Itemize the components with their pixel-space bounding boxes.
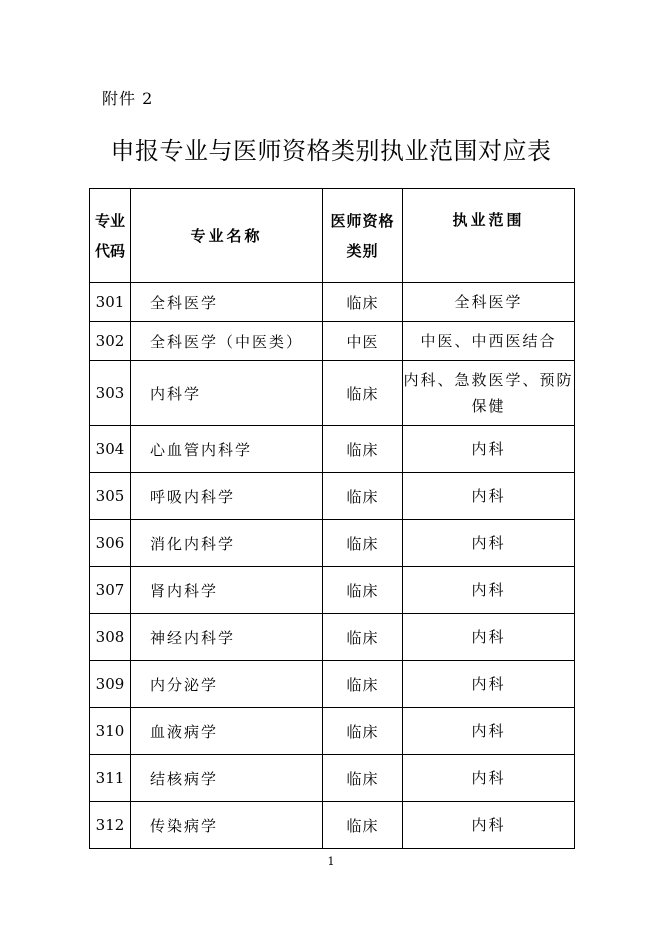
cell-code: 310 (90, 708, 131, 755)
table-body (90, 283, 575, 849)
cell-category: 临床 (323, 708, 403, 755)
header-scope: 执业范围 (403, 189, 575, 283)
attachment-label: 附件 2 (102, 89, 154, 108)
table-header-row (90, 189, 575, 283)
cell-name: 全科医学（中医类） (131, 322, 323, 361)
table-row (90, 426, 575, 473)
header-category-line1: 医师资格 (330, 211, 395, 230)
cell-scope: 内科 (403, 661, 575, 708)
cell-code: 312 (90, 802, 131, 849)
header-code-line2: 代码 (94, 241, 125, 260)
cell-code: 304 (90, 426, 131, 473)
cell-scope: 全科医学 (403, 283, 575, 322)
table-row (90, 322, 575, 361)
header-category-line2: 类别 (346, 241, 379, 260)
cell-name: 神经内科学 (131, 614, 323, 661)
cell-scope: 内科 (403, 802, 575, 849)
cell-category: 临床 (323, 614, 403, 661)
page-number: 1 (327, 855, 335, 868)
cell-code: 303 (90, 361, 131, 426)
cell-category: 临床 (323, 567, 403, 614)
cell-scope: 内科 (403, 567, 575, 614)
cell-code: 311 (90, 755, 131, 802)
cell-code: 307 (90, 567, 131, 614)
header-name: 专业名称 (131, 189, 323, 283)
table-row (90, 473, 575, 520)
cell-category: 临床 (323, 661, 403, 708)
table-row (90, 708, 575, 755)
cell-name: 全科医学 (131, 283, 323, 322)
cell-name: 血液病学 (131, 708, 323, 755)
table-row (90, 520, 575, 567)
cell-scope: 内科 (403, 426, 575, 473)
cell-name: 肾内科学 (131, 567, 323, 614)
table-row (90, 283, 575, 322)
cell-scope: 内科、急救医学、预防保健 (403, 361, 575, 426)
cell-category: 中医 (323, 322, 403, 361)
document-title: 申报专业与医师资格类别执业范围对应表 (110, 137, 552, 165)
cell-name: 心血管内科学 (131, 426, 323, 473)
cell-scope: 内科 (403, 755, 575, 802)
header-category (323, 189, 403, 283)
header-code (90, 189, 131, 283)
table-row (90, 567, 575, 614)
header-code-line1: 专业 (94, 211, 125, 230)
table-row (90, 802, 575, 849)
cell-code: 301 (90, 283, 131, 322)
table-row (90, 755, 575, 802)
cell-category: 临床 (323, 473, 403, 520)
table-row (90, 661, 575, 708)
cell-code: 306 (90, 520, 131, 567)
cell-code: 308 (90, 614, 131, 661)
cell-code: 305 (90, 473, 131, 520)
cell-scope: 内科 (403, 520, 575, 567)
cell-category: 临床 (323, 426, 403, 473)
cell-name: 内分泌学 (131, 661, 323, 708)
cell-category: 临床 (323, 283, 403, 322)
cell-code: 302 (90, 322, 131, 361)
cell-scope: 内科 (403, 708, 575, 755)
cell-category: 临床 (323, 802, 403, 849)
cell-code: 309 (90, 661, 131, 708)
cell-scope: 中医、中西医结合 (403, 322, 575, 361)
cell-name: 结核病学 (131, 755, 323, 802)
cell-scope: 内科 (403, 614, 575, 661)
cell-category: 临床 (323, 520, 403, 567)
specialty-table (89, 188, 575, 849)
table-row (90, 361, 575, 426)
cell-name: 消化内科学 (131, 520, 323, 567)
cell-scope: 内科 (403, 473, 575, 520)
cell-category: 临床 (323, 755, 403, 802)
cell-category: 临床 (323, 361, 403, 426)
table-row (90, 614, 575, 661)
cell-name: 呼吸内科学 (131, 473, 323, 520)
cell-name: 内科学 (131, 361, 323, 426)
cell-name: 传染病学 (131, 802, 323, 849)
